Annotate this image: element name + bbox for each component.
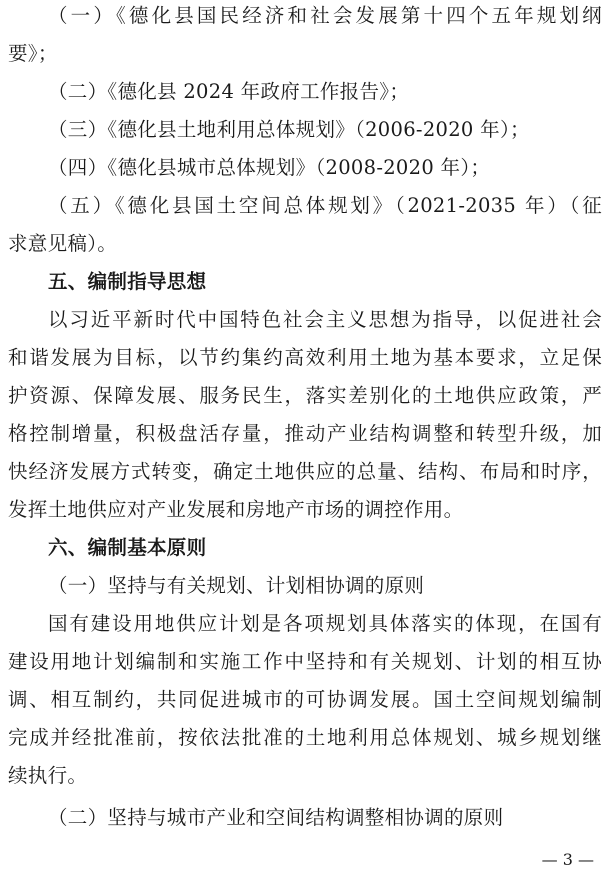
reference-5-line-2: 求意见稿）。 (8, 232, 118, 255)
principle-1-paragraph-line-2: 建设用地计划编制和实施工作中坚持和有关规划、计划的相互协 (8, 650, 602, 673)
reference-5-line-1: （五）《德化县国土空间总体规划》（2021-2035 年）（征 (48, 194, 602, 217)
reference-4: （四）《德化县城市总体规划》（2008-2020 年）； (48, 156, 491, 179)
guiding-paragraph-line-6: 发挥土地供应对产业发展和房地产市场的调控作用。 (8, 498, 464, 521)
principle-1-paragraph-line-3: 调、相互制约，共同促进城市的可协调发展。国土空间规划编制 (8, 688, 602, 711)
guiding-paragraph-line-4: 格控制增量，积极盘活存量，推动产业结构调整和转型升级，加 (8, 422, 602, 445)
reference-1-line-2: 要》； (8, 42, 58, 65)
reference-1-line-1: （一）《德化县国民经济和社会发展第十四个五年规划纲 (48, 4, 602, 27)
principle-1-paragraph-line-5: 续执行。 (8, 764, 88, 787)
principle-1-heading: （一）坚持与有关规划、计划相协调的原则 (48, 574, 425, 597)
section-5-heading: 五、编制指导思想 (48, 270, 207, 293)
principle-1-paragraph-line-1: 国有建设用地供应计划是各项规划具体落实的体现，在国有 (48, 612, 602, 635)
principle-1-paragraph-line-4: 完成并经批准前，按依法批准的土地利用总体规划、城乡规划继 (8, 726, 602, 749)
guiding-paragraph-line-3: 护资源、保障发展、服务民生，落实差别化的土地供应政策，严 (8, 384, 602, 407)
guiding-paragraph-line-5: 快经济发展方式转变，确定土地供应的总量、结构、布局和时序， (8, 460, 602, 483)
page-number: — 3 — (541, 850, 594, 869)
guiding-paragraph-line-2: 和谐发展为目标，以节约集约高效利用土地为基本要求，立足保 (8, 346, 602, 369)
reference-3: （三）《德化县土地利用总体规划》（2006-2020 年）； (48, 118, 530, 141)
section-6-heading: 六、编制基本原则 (48, 536, 207, 559)
reference-2: （二）《德化县 2024 年政府工作报告》； (48, 80, 410, 103)
guiding-paragraph-line-1: 以习近平新时代中国特色社会主义思想为指导，以促进社会 (48, 308, 602, 331)
principle-2-heading: （二）坚持与城市产业和空间结构调整相协调的原则 (48, 806, 504, 829)
